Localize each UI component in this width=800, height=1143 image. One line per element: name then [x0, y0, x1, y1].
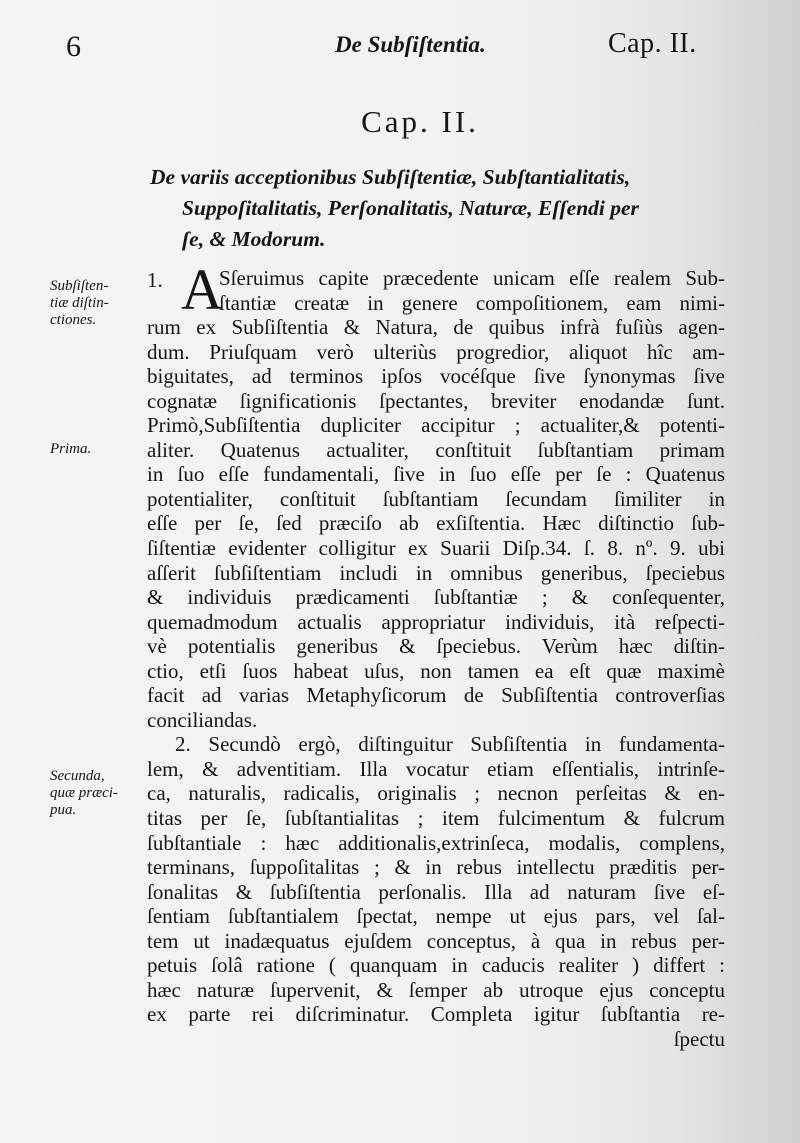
text-line: hæc naturæ ſupervenit, & ſemper ab utroque ejus conceptu: [147, 977, 725, 1002]
text-line: ctio, etſi ſuos habeat uſus, non tamen ea eſt quæ maximè: [147, 658, 725, 683]
text-line: ca, naturalis, radicalis, originalis ; necnon perſeitas & en-: [147, 781, 725, 806]
text-line: petuis ſolâ ratione ( quanquam in caducis realiter ) differt :: [147, 953, 725, 978]
text-line: biguitates, ad terminos ipſos vocéſque ſive ſynonymas ſive: [147, 364, 725, 389]
text-line: ex parte rei diſcriminatur. Completa igitur ſubſtantia re-: [147, 1002, 725, 1027]
chapter-subtitle: [150, 162, 750, 255]
text-line: in ſuo eſſe fundamentali, ſive in ſuo eſſe per ſe : Quatenus: [147, 462, 725, 487]
text-line: tem ut inadæquatus ejuſdem conceptus, à qua in rebus per-: [147, 928, 725, 953]
catchword: ſpectu: [673, 1026, 725, 1051]
paragraph-number: 1.: [147, 268, 163, 292]
text-line: 2. Secundò ergò, diſtinguitur Subſiſtentia in fundamenta-: [175, 732, 725, 757]
paragraph-1: [147, 257, 725, 732]
text-line: aliter. Quatenus actualiter, conſtituit ſubſtantiam primam: [147, 437, 725, 462]
text-line: ſonalitas & ſubſiſtentia perſonalis. Illa ad naturam ſive eſ-: [147, 879, 725, 904]
text-line: ſtantiæ creatæ in genere compoſitionem, eam nimi-: [219, 290, 725, 315]
text-line: conciliandas.: [147, 707, 258, 732]
running-head: [0, 26, 800, 66]
subtitle-line: Suppoſitalitatis, Perſonalitatis, Naturæ, Eſſendi per: [182, 196, 639, 220]
text-line: vè potentialis generibus & ſpeciebus. Verùm hæc diſtin-: [147, 634, 725, 659]
text-line: titas per ſe, ſubſtantialitas ; item fulcimentum & fulcrum: [147, 806, 725, 831]
running-title: De Subſiſtentia.: [335, 32, 486, 57]
text-line: lem, & adventitiam. Illa vocatur etiam eſſentialis, intrinſe-: [147, 756, 725, 781]
subtitle-line: De variis acceptionibus Subſiſtentiæ, Subſtantialitatis,: [150, 165, 631, 189]
text-line: potentialiter, conſtituit ſubſtantiam ſecundam ſimiliter in: [147, 486, 725, 511]
paragraph-2: [147, 732, 725, 1051]
text-line: terminans, ſuppoſitalitas ; & in rebus intellectu præditis per-: [147, 855, 725, 880]
text-line: ſentiam ſubſtantialem ſpectat, nempe ut ejus pars, vel ſal-: [147, 904, 725, 929]
text-line: Primò,Subſiſtentia dupliciter accipitur ; actualiter,& potenti-: [147, 413, 725, 438]
text-line: ſubſtantiale : hæc additionalis,extrinſeca, modalis, complens,: [147, 830, 725, 855]
text-line: rum ex Subſiſtentia & Natura, de quibus infrà fuſiùs agen-: [147, 315, 725, 340]
drop-cap: A: [181, 257, 223, 322]
body-text: [147, 257, 725, 1052]
chapter-title: Cap. II.: [361, 104, 479, 139]
subtitle-line: ſe, & Modorum.: [182, 227, 326, 251]
text-line: ſiſtentiæ evidenter colligitur ex Suarii Diſp.34. ſ. 8. nº. 9. ubi: [147, 536, 725, 561]
text-line: cognatæ ſignificationis ſpectantes, breviter enodandæ ſunt.: [147, 388, 725, 413]
margin-note-distinctions: Subſiſten- tiæ diſtin- ctiones.: [50, 278, 109, 328]
text-line: eſſe per ſe, ſed præciſo ab exſiſtentia. Hæc diſtinctio ſub-: [147, 511, 725, 536]
text-line: dum. Priuſquam verò ulteriùs progredior, aliquot hîc am-: [147, 339, 725, 364]
text-line: & individuis prædicamenti ſubſtantiæ ; & conſequenter,: [147, 585, 725, 610]
page-number: 6: [66, 30, 81, 63]
margin-note-secunda: Secunda, quæ præci- pua.: [50, 768, 118, 818]
text-line: Sſeruimus capite præcedente unicam eſſe realem Sub-: [219, 266, 725, 290]
running-chapter: Cap. II.: [608, 28, 697, 59]
text-line: quemadmodum actualis appropriatur individuis, ità reſpecti-: [147, 609, 725, 634]
text-line: aſſerit ſubſiſtentiam includi in omnibus generibus, ſpeciebus: [147, 560, 725, 585]
text-line: facit ad varias Metaphyſicorum de Subſiſtentia controverſias: [147, 683, 725, 708]
margin-note-prima: Prima.: [50, 441, 92, 457]
